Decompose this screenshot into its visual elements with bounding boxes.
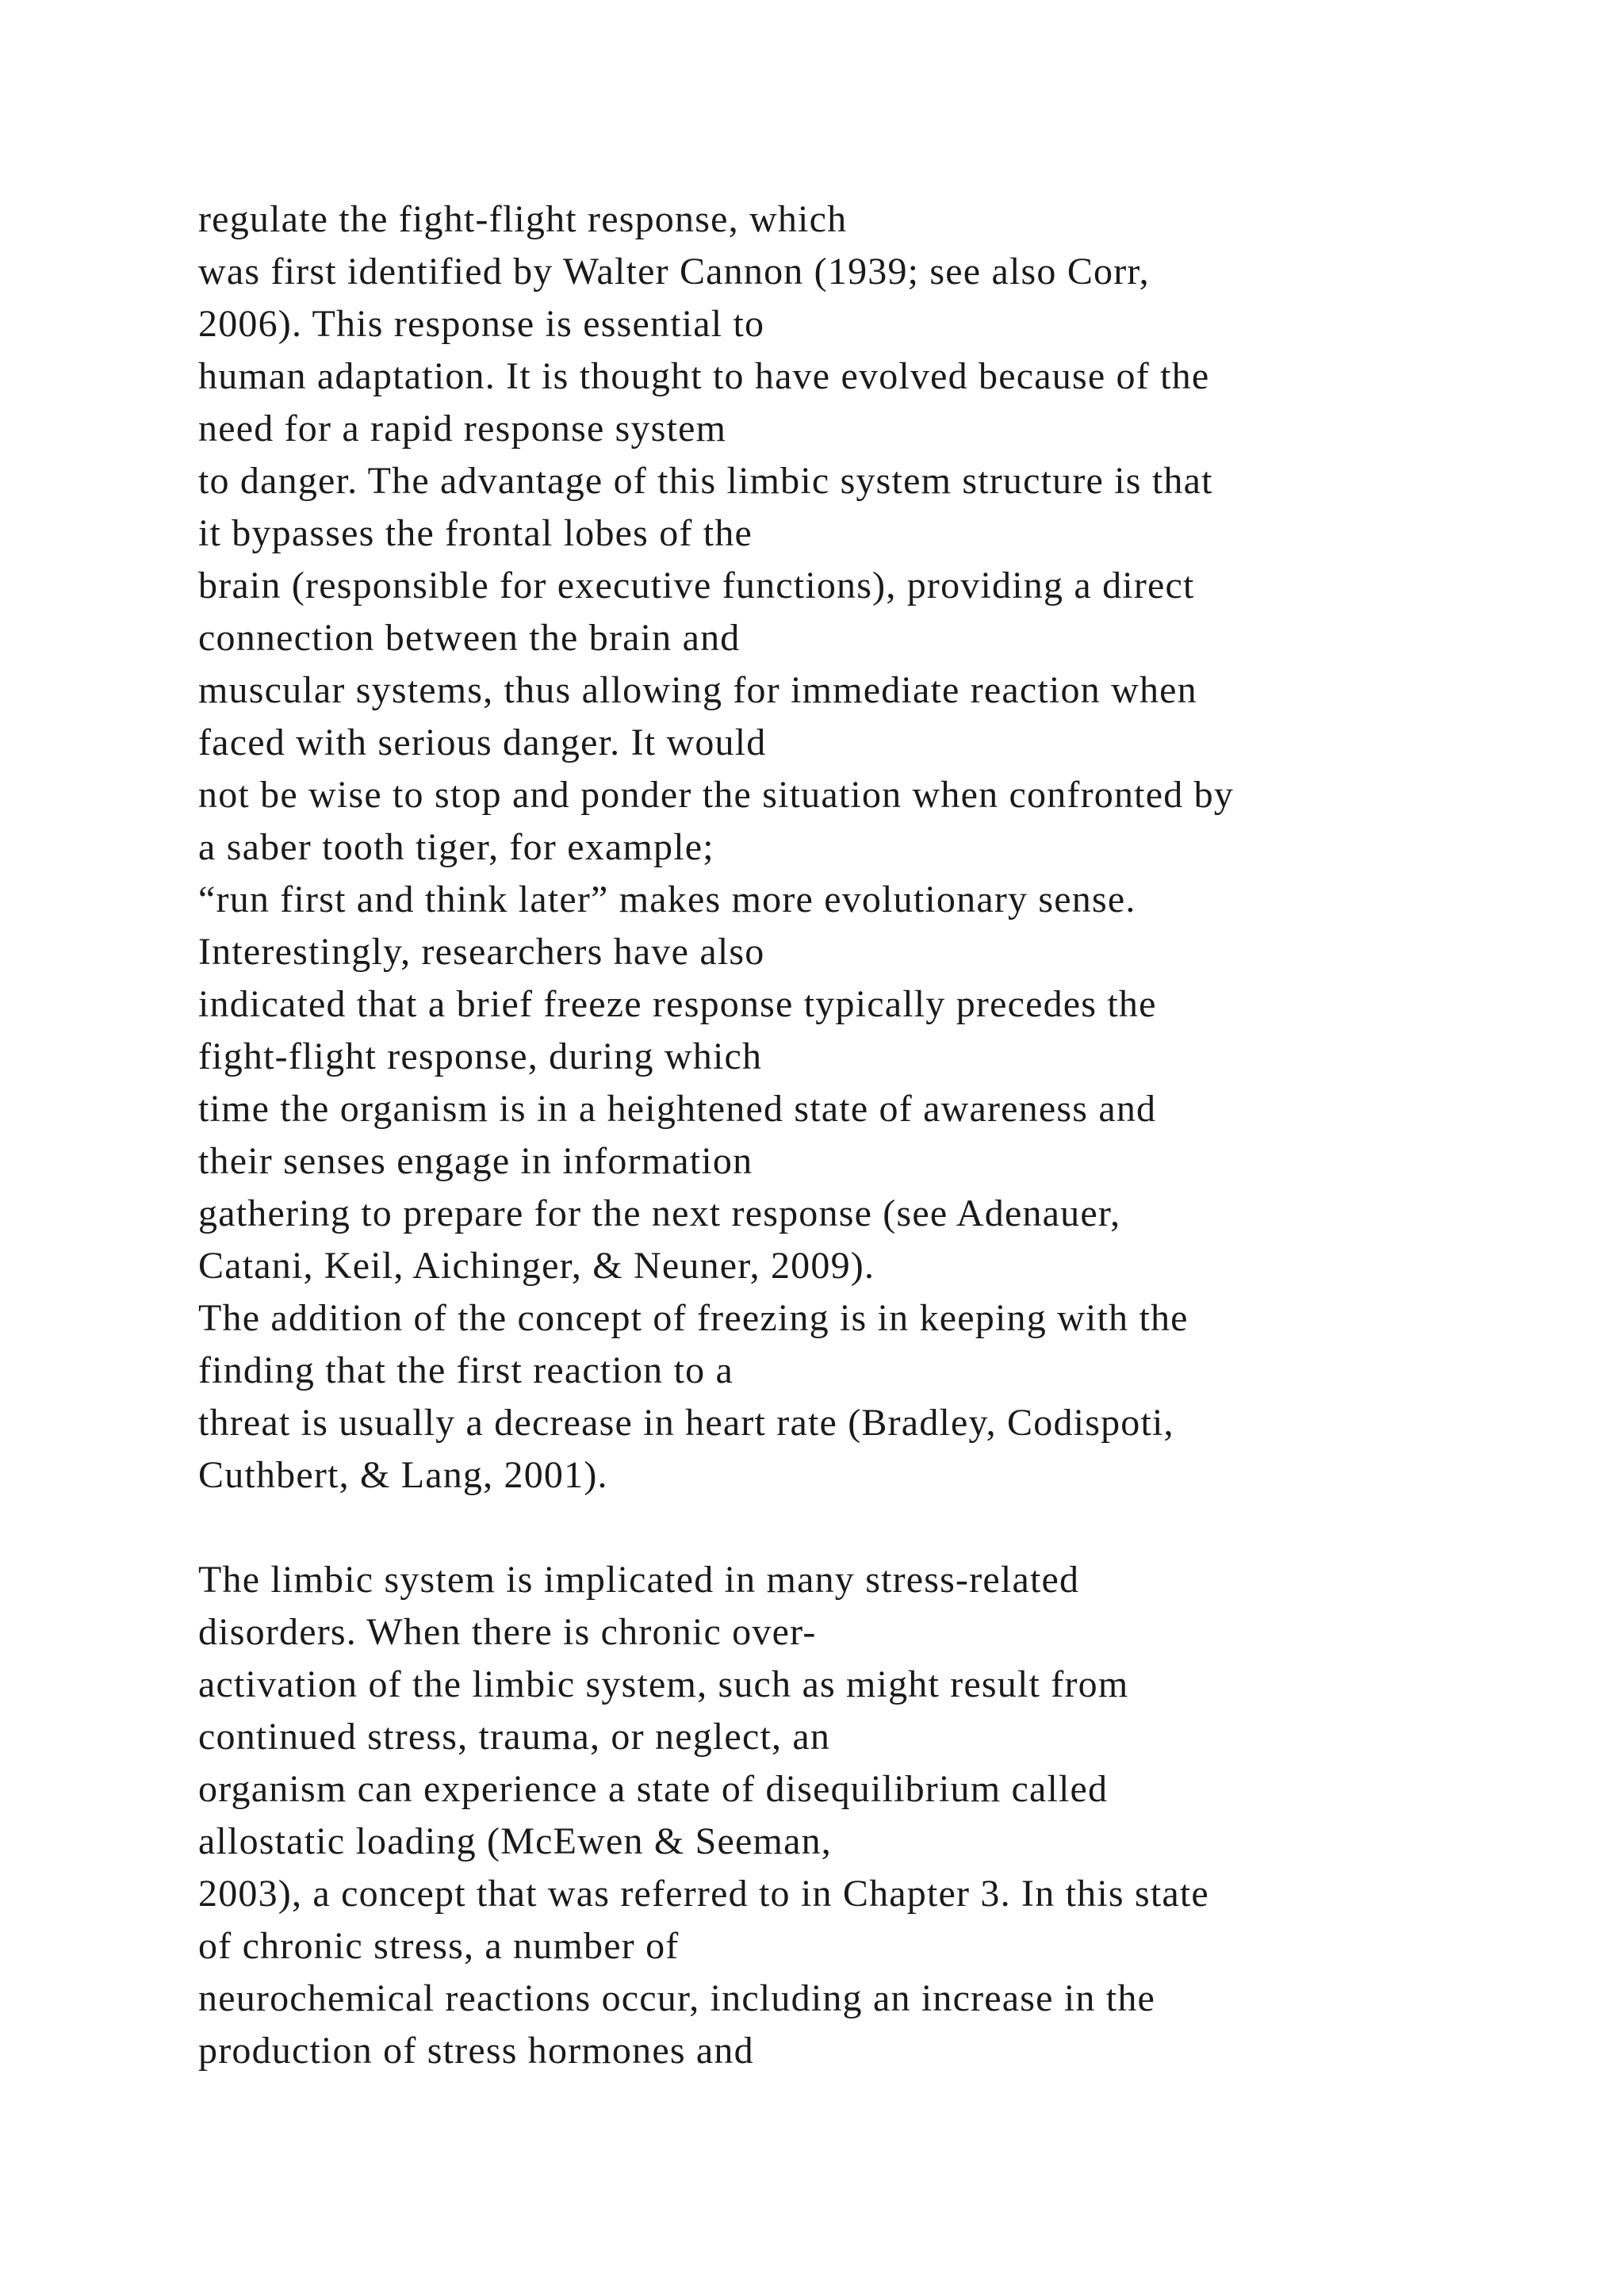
text-line: it bypasses the frontal lobes of the <box>198 512 753 554</box>
text-line: 2006). This response is essential to <box>198 303 765 345</box>
text-line: Cuthbert, & Lang, 2001). <box>198 1454 608 1496</box>
text-line: to danger. The advantage of this limbic system structure is that <box>198 460 1213 502</box>
text-line: threat is usually a decrease in heart rate (Bradley, Codispoti, <box>198 1402 1174 1444</box>
text-line: neurochemical reactions occur, including an increase in the <box>198 1977 1156 2019</box>
text-line: of chronic stress, a number of <box>198 1925 680 1967</box>
text-line: fight-flight response, during which <box>198 1035 763 1077</box>
text-line: regulate the fight-flight response, which <box>198 198 848 240</box>
text-line: Catani, Keil, Aichinger, & Neuner, 2009). <box>198 1245 875 1287</box>
text-line: was first identified by Walter Cannon (1939; see also Corr, <box>198 251 1150 293</box>
paragraph-break <box>198 1502 1546 1554</box>
body-text <box>198 193 1546 2077</box>
text-line: 2003), a concept that was referred to in Chapter 3. In this state <box>198 1873 1209 1915</box>
text-line: “run first and think later” makes more evolutionary sense. <box>198 878 1136 920</box>
text-line: Interestingly, researchers have also <box>198 931 765 973</box>
text-line: connection between the brain and <box>198 617 741 659</box>
text-line: time the organism is in a heightened state of awareness and <box>198 1088 1157 1130</box>
text-line: finding that the first reaction to a <box>198 1349 734 1391</box>
text-line: faced with serious danger. It would <box>198 721 767 763</box>
text-line: a saber tooth tiger, for example; <box>198 826 714 868</box>
text-line: human adaptation. It is thought to have evolved because of the <box>198 355 1210 397</box>
text-line: The addition of the concept of freezing is in keeping with the <box>198 1297 1189 1339</box>
text-line: indicated that a brief freeze response typically precedes the <box>198 983 1157 1025</box>
text-line: The limbic system is implicated in many stress-related <box>198 1559 1080 1601</box>
text-line: activation of the limbic system, such as might result from <box>198 1663 1129 1705</box>
text-line: muscular systems, thus allowing for immediate reaction when <box>198 669 1197 711</box>
text-line: not be wise to stop and ponder the situation when confronted by <box>198 774 1235 816</box>
text-line: allostatic loading (McEwen & Seeman, <box>198 1820 832 1862</box>
text-line: their senses engage in information <box>198 1140 753 1182</box>
text-line: gathering to prepare for the next response (see Adenauer, <box>198 1192 1121 1234</box>
text-line: organism can experience a state of disequilibrium called <box>198 1768 1109 1810</box>
text-line: disorders. When there is chronic over- <box>198 1611 817 1653</box>
text-line: continued stress, trauma, or neglect, an <box>198 1716 831 1758</box>
text-line: need for a rapid response system <box>198 408 727 450</box>
text-line: brain (responsible for executive functions), providing a direct <box>198 564 1195 607</box>
text-line: production of stress hormones and <box>198 2030 754 2072</box>
